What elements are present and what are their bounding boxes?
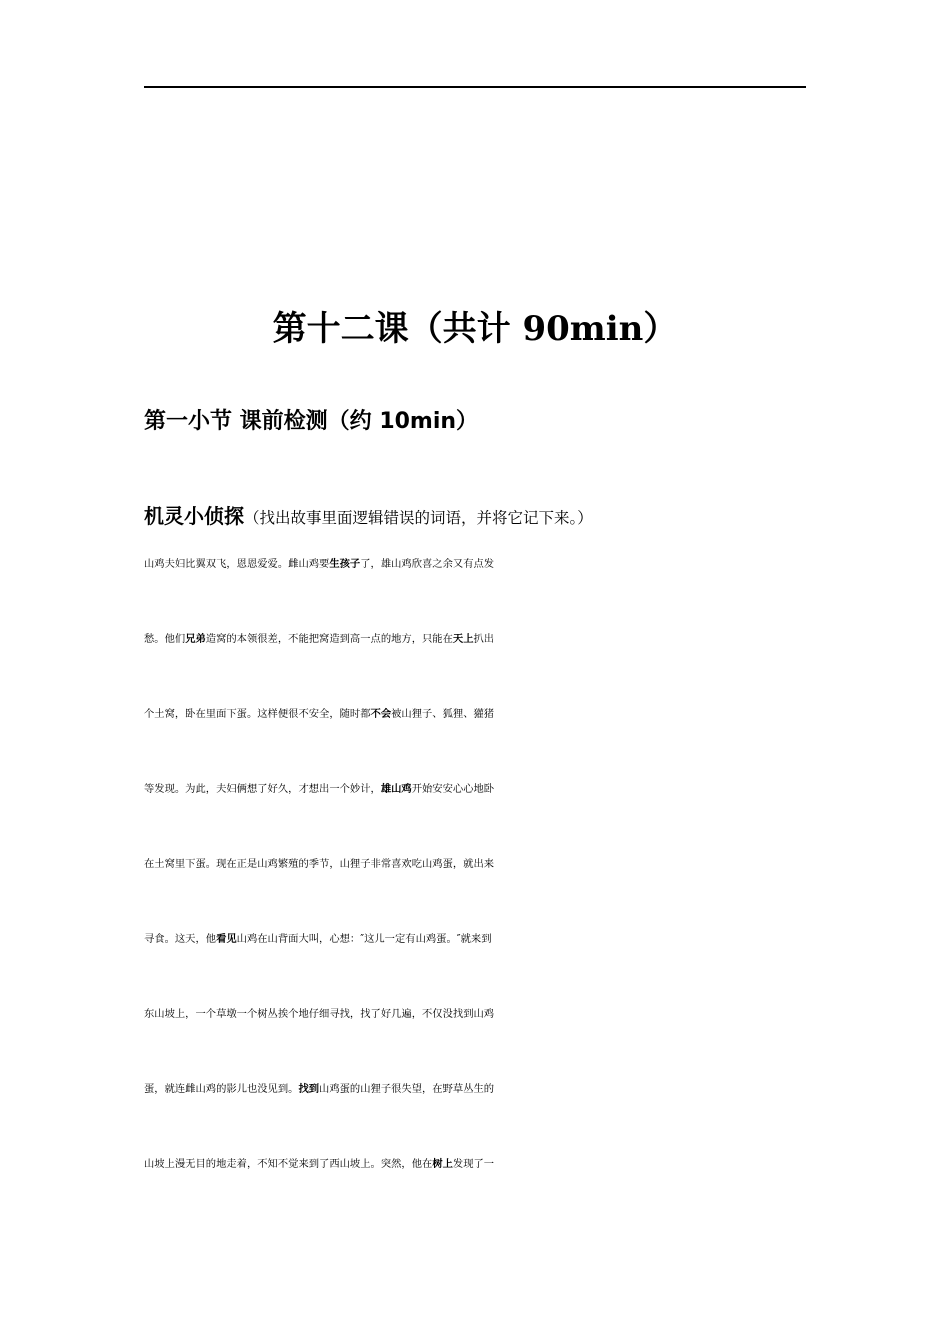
- highlighted-word: 找到: [298, 1083, 320, 1095]
- story-text-segment: 扒出: [473, 633, 495, 645]
- story-text-segment: 山坡上漫无目的地走着，不知不觉来到了西山坡上。突然，他在: [144, 1158, 433, 1170]
- story-text-segment: 山鸡夫妇比翼双飞，恩恩爱爱。雌山鸡要: [144, 558, 330, 570]
- story-text-segment: 开始安安心心地卧: [411, 783, 495, 795]
- story-text-segment: 山鸡在山背面大叫，心想：″这儿一定有山鸡蛋。″就来到: [236, 933, 492, 945]
- highlighted-word: 树上: [432, 1158, 453, 1170]
- story-text-segment: 蛋，就连雌山鸡的影儿也没见到。: [144, 1083, 299, 1095]
- lesson-title: 第十二课（共计 90min）: [272, 309, 678, 349]
- highlighted-word: 雄山鸡: [380, 783, 412, 795]
- highlighted-word: 看见: [216, 933, 237, 945]
- highlighted-word: 天上: [452, 633, 474, 645]
- exercise-heading: [144, 500, 593, 534]
- story-text-segment: 寻食。这天，他: [144, 933, 217, 945]
- story-text-segment: 被山狸子、狐狸、獾猪: [391, 708, 495, 720]
- story-line: [144, 921, 808, 996]
- story-text: [144, 546, 808, 1221]
- story-line: [144, 546, 808, 621]
- story-text-segment: 个土窝，卧在里面下蛋。这样便很不安全，随时都: [144, 708, 371, 720]
- story-text-segment: 愁。他们: [144, 633, 186, 645]
- story-text-segment: 了，雄山鸡欣喜之余又有点发: [360, 558, 495, 570]
- story-line: [144, 621, 808, 696]
- story-line: [144, 1146, 808, 1221]
- story-line: [144, 846, 808, 921]
- story-line: [144, 996, 808, 1071]
- header-rule: [144, 86, 806, 88]
- exercise-title: 机灵小侦探: [144, 504, 244, 528]
- story-text-segment: 发现了一: [452, 1158, 495, 1170]
- story-line: [144, 696, 808, 771]
- story-text-segment: 山鸡蛋的山狸子很失望，在野草丛生的: [319, 1083, 495, 1095]
- exercise-instruction: （找出故事里面逻辑错误的词语，并将它记下来。）: [244, 509, 593, 527]
- story-line: [144, 1071, 808, 1146]
- story-text-segment: 造窝的本领很差，不能把窝造到高一点的地方，只能在: [205, 633, 453, 645]
- story-line: [144, 771, 808, 846]
- section-heading: 第一小节 课前检测（约 10min）: [144, 409, 479, 434]
- highlighted-word: 不会: [370, 708, 392, 720]
- story-text-segment: 等发现。为此，夫妇俩想了好久，才想出一个妙计，: [144, 783, 381, 795]
- story-text-segment: 东山坡上，一个草墩一个树丛挨个地仔细寻找，找了好几遍，不仅没找到山鸡: [144, 1008, 495, 1020]
- story-text-segment: 在土窝里下蛋。现在正是山鸡繁殖的季节，山狸子非常喜欢吃山鸡蛋，就出来: [144, 858, 495, 870]
- highlighted-word: 兄弟: [185, 633, 206, 645]
- highlighted-word: 生孩子: [329, 558, 361, 570]
